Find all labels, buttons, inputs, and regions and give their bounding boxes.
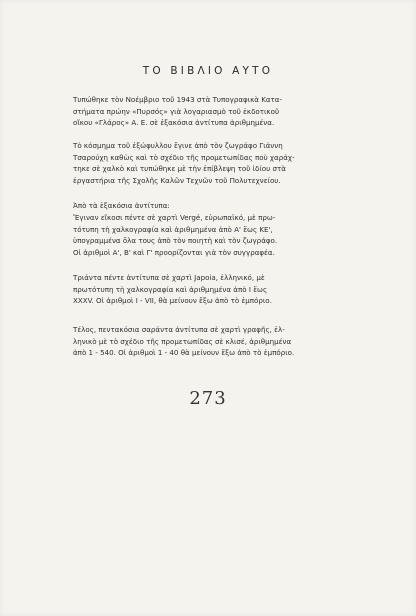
text-line: Τέλος, πεντακόσια σαράντα ἀντίτυπα σὲ χαρτὶ γραφῆς, ἑλ- — [73, 325, 285, 334]
text-line: Τσαρούχη καθὼς καὶ τὸ σχέδιο τῆς προμετωπίδας ποὺ χαράχ- — [73, 152, 295, 162]
text-line: ὑπογραμμένα ὅλα τους ἀπὸ τὸν ποιητὴ καὶ τὸν ζωγράφο. — [73, 236, 278, 246]
cover-ornament-paragraph — [73, 140, 345, 186]
copies-intro-paragraph — [73, 200, 345, 212]
text-line: Τὸ κόσμημα τοῦ ἐξώφυλλου ἔγινε ἀπὸ τὸν ζωγράφο Γιάννη — [73, 141, 283, 150]
text-line: στήματα πρώην «Πυρσός» γιὰ λογαριασμὸ τοῦ ἐκδοτικοῦ — [73, 106, 280, 116]
text-line: Οἱ ἀριθμοὶ Α', Β' καὶ Γ' προορίζονται γιὰ τὸν συγγραφέα. — [73, 247, 275, 257]
text-line: ληνικὸ μὲ τὸ σχέδιο τῆς προμετωπίδας σὲ κλισέ, ἀριθμημένα — [73, 336, 292, 346]
text-line: XXXV. Οἱ ἀριθμοὶ Ι - VII, θὰ μείνουν ἔξω ἀπὸ τὸ ἐμπόριο. — [73, 296, 272, 306]
page-title: ΤΟ ΒΙΒΛΙΟ ΑΥΤΟ — [142, 65, 274, 77]
text-line: ἀπὸ 1 - 540. Οἱ ἀριθμοὶ 1 - 40 θὰ μείνουν ἔξω ἀπὸ τὸ ἐμπόριο. — [73, 348, 295, 358]
text-line: Τριάντα πέντε ἀντίτυπα σὲ χαρτὶ Japoia, ἑλληνικό, μὲ — [73, 273, 265, 282]
verge-copies-paragraph — [73, 212, 345, 258]
text-line: οἴκου «Γλάρος» Α. Ε. σὲ ἑξακόσια ἀντίτυπα ἀριθμημένα. — [73, 118, 275, 128]
text-line: τηκε σὲ χαλκὸ καὶ τυπώθηκε μὲ τὴν ἐπίβλεψη τοῦ ἰδίου στὰ — [73, 164, 286, 174]
text-line: πρωτότυπη τὴ χαλκογραφία καὶ ἀριθμημένα ἀπὸ Ι ἕως — [73, 284, 268, 294]
text-line: Ἀπὸ τὰ ἑξακόσια ἀντίτυπα: — [73, 201, 170, 210]
text-line: Τυπώθηκε τὸν Νοέμβριο τοῦ 1943 στὰ Τυπογραφικὰ Κατα- — [73, 95, 283, 104]
text-line: ἐργαστήρια τῆς Σχολῆς Καλῶν Τεχνῶν τοῦ Πολυτεχνείου. — [73, 175, 281, 185]
writing-paper-copies-paragraph — [73, 324, 345, 359]
text-line: Ἔγιναν εἴκοσι πέντε σὲ χαρτὶ Vergé, εὐρωπαϊκό, μὲ πρω- — [73, 213, 276, 222]
japoia-copies-paragraph — [73, 272, 345, 307]
text-line: τότυπη τὴ χαλκογραφία καὶ ἀριθμημένα ἀπὸ Α' ἕως ΚΕ', — [73, 224, 273, 234]
printing-paragraph — [73, 94, 345, 129]
page-number: 273 — [189, 388, 227, 409]
